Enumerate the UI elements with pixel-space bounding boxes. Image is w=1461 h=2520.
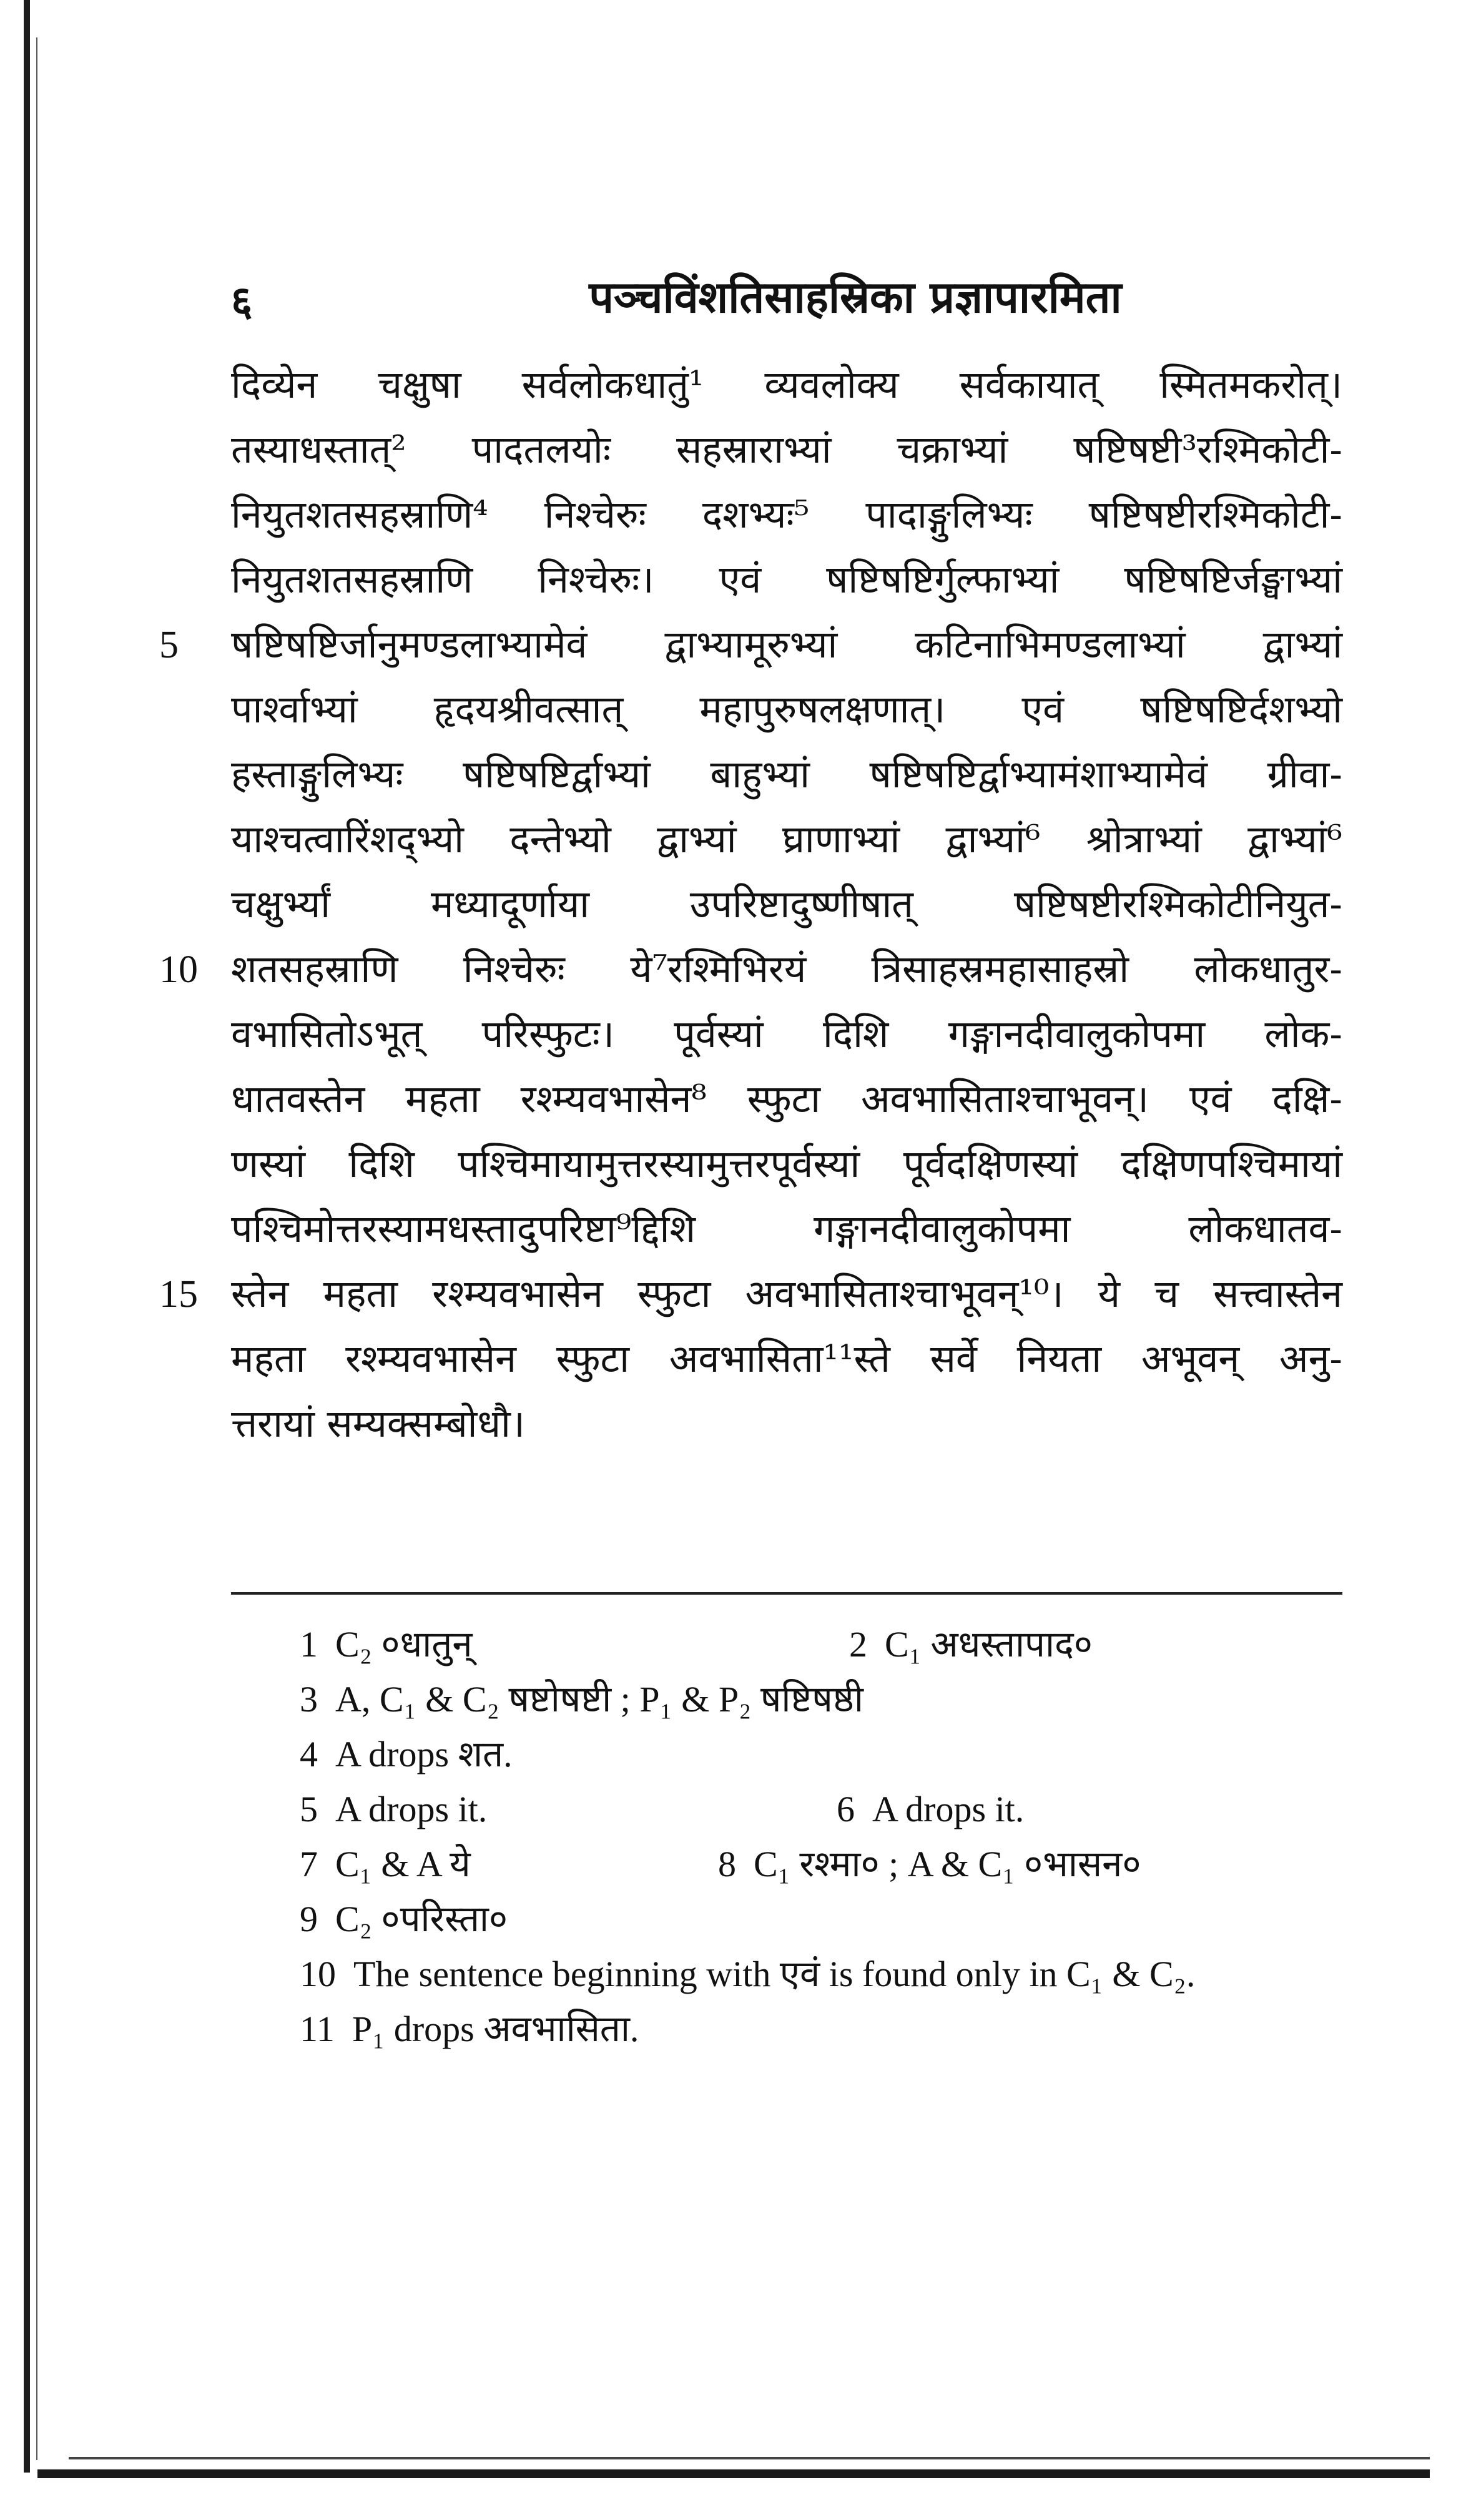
spine-shadow-line <box>36 37 37 2460</box>
running-title: पञ्चविंशतिसाहस्रिका प्रज्ञापारमिता <box>589 271 1122 323</box>
line-text: दिव्येन चक्षुषा सर्वलोकधातुं¹ व्यवलोक्य सर्वकायात् स्मितमकरोत्। <box>231 363 1342 407</box>
text-line <box>231 1067 1342 1132</box>
line-text: वभासितोऽभूत् परिस्फुटः। पूर्वस्यां दिशि गङ्गानदीवालुकोपमा लोक- <box>231 1012 1342 1056</box>
text-line <box>231 548 1342 613</box>
footnote-row <box>231 1837 1342 1892</box>
text-line <box>159 937 1342 1002</box>
text-line <box>231 1132 1342 1197</box>
line-text: पश्चिमोत्तरस्यामधस्तादुपरिष्टा⁹द्दिशि गङ्गानदीवालुकोपमा लोकधातव- <box>231 1207 1342 1251</box>
footnote-row <box>231 2002 1342 2057</box>
text-line <box>231 742 1342 807</box>
text-line <box>231 1327 1342 1392</box>
page-number: ६ <box>231 277 253 325</box>
footnote-8: 8 C₁ रश्मा० ; A & C₁ ०भासन० <box>718 1844 1141 1884</box>
text-line <box>159 1262 1342 1327</box>
footnote-3: 3 A, C₁ & C₂ षष्टोषष्टी ; P₁ & P₂ षष्टिषष्ठी <box>300 1679 863 1720</box>
line-text: महता रश्म्यवभासेन स्फुटा अवभासिता¹¹स्ते सर्वे नियता अभूवन् अनु- <box>231 1337 1342 1381</box>
text-line <box>159 613 1342 677</box>
text-line <box>231 483 1342 548</box>
line-text: नियुतशतसहस्राणि⁴ निश्चेरुः दशभ्यः⁵ पादाङ्गुलिभ्यः षष्टिषष्टीरश्मिकोटी- <box>231 493 1342 537</box>
text-line <box>231 353 1342 418</box>
footnote-divider <box>231 1592 1342 1595</box>
line-text: धातवस्तेन महता रश्म्यवभासेन⁸ स्फुटा अवभासिताश्चाभूवन्। एवं दक्षि- <box>231 1077 1342 1121</box>
page-bottom-edge <box>37 2469 1430 2478</box>
line-text: शतसहस्राणि निश्चेरुः ये⁷रश्मिभिरयं त्रिसाहस्रमहासाहस्रो लोकधातुर- <box>231 947 1342 992</box>
line-text: याश्चत्वारिंशद्भ्यो दन्तेभ्यो द्वाभ्यां घ्राणाभ्यां द्वाभ्यां⁶ श्रोत्राभ्यां द्वाभ्यां⁶ <box>231 817 1342 862</box>
footnote-10: 10 The sentence beginning with एवं is found only in C₁ & C₂. <box>300 1954 1196 1994</box>
text-line <box>231 1197 1342 1262</box>
footnote-6: 6 A drops it. <box>837 1789 1025 1829</box>
footnotes-block <box>231 1617 1342 2057</box>
book-spine-edge <box>24 0 30 2473</box>
line-text: नियुतशतसहस्राणि निश्चेरुः। एवं षष्टिषष्टिर्गुल्फाभ्यां षष्टिषष्टिर्जङ्घाभ्यां <box>231 558 1342 602</box>
line-number: 15 <box>159 1273 198 1316</box>
main-text-block <box>159 353 1342 1457</box>
line-text: तस्याधस्तात्² पादतलयोः सहस्राराभ्यां चक्राभ्यां षष्टिषष्टी³रश्मिकोटी- <box>231 428 1342 472</box>
footnote-row <box>231 1617 1342 1672</box>
footnote-4: 4 A drops शत. <box>300 1734 513 1774</box>
text-line <box>231 1002 1342 1067</box>
text-line <box>231 418 1342 483</box>
line-text: हस्ताङ्गुलिभ्यः षष्टिषष्टिर्द्वाभ्यां बाहुभ्यां षष्टिषष्टिर्द्वाभ्यामंशाभ्यामेवं ग्रीवा- <box>231 752 1342 797</box>
line-text: पार्श्वाभ्यां हृदयश्रीवत्सात् महापुरुषलक्षणात्। एवं षष्टिषष्टिर्दशभ्यो <box>231 687 1342 732</box>
footnote-row <box>231 1782 1342 1837</box>
text-line <box>231 872 1342 937</box>
line-text: णस्यां दिशि पश्चिमायामुत्तरस्यामुत्तरपूर्वस्यां पूर्वदक्षिणस्यां दक्षिणपश्चिमायां <box>231 1142 1342 1186</box>
footnote-7: 7 C₁ & A ये <box>300 1844 471 1884</box>
footnote-row <box>231 1672 1342 1727</box>
page-header <box>231 265 1367 334</box>
footnote-row <box>231 1892 1342 1947</box>
text-line <box>231 807 1342 872</box>
text-line <box>231 1392 1342 1457</box>
page-bottom-edge-line <box>69 2457 1430 2459</box>
line-text: चक्षुर्भ्यां मध्यादूर्णाया उपरिष्टादुष्णीषात् षष्टिषष्टीरश्मिकोटीनियुत- <box>231 882 1342 927</box>
footnote-9: 9 C₂ ०परिस्ता० <box>300 1899 508 1939</box>
footnote-1: 1 C₂ ०धातुन् <box>300 1624 473 1665</box>
footnote-11: 11 P₁ drops अवभासिता. <box>300 2009 639 2049</box>
footnote-row <box>231 1727 1342 1782</box>
footnote-5: 5 A drops it. <box>300 1789 488 1829</box>
line-text: षष्टिषष्टिर्जानुमण्डलाभ्यामेवं द्वाभ्यामूरुभ्यां कटिनाभिमण्डलाभ्यां द्वाभ्यां <box>231 623 1342 667</box>
line-text: स्तेन महता रश्म्यवभासेन स्फुटा अवभासिताश्चाभूवन्¹⁰। ये च सत्त्वास्तेन <box>231 1272 1342 1316</box>
line-number: 5 <box>159 624 179 666</box>
line-number: 10 <box>159 948 198 991</box>
line-text: त्तरायां सम्यक्सम्बोधौ। <box>231 1402 525 1446</box>
footnote-2: 2 C₁ अधस्तापाद० <box>849 1624 1093 1665</box>
text-line <box>231 677 1342 742</box>
